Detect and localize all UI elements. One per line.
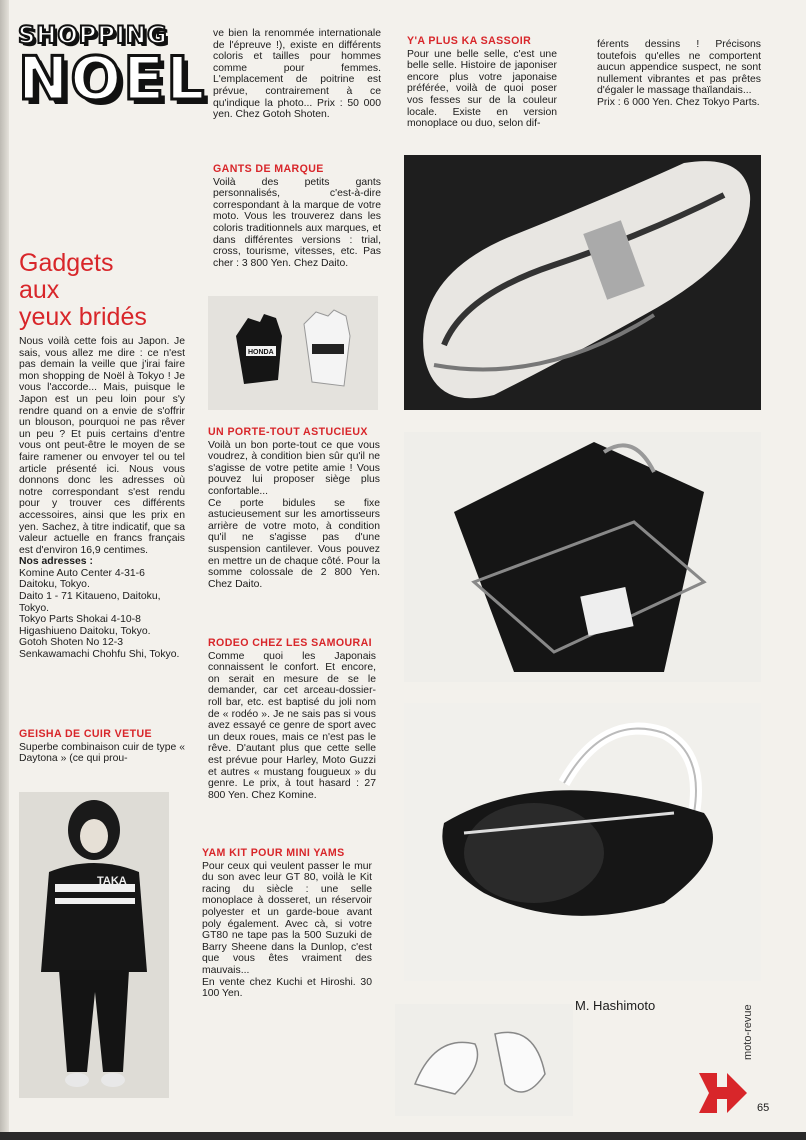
title-line-2: aux: [19, 276, 60, 304]
rodeo-heading: RODEO CHEZ LES SAMOURAI: [208, 637, 372, 649]
rodeo-section: [208, 638, 376, 801]
geisha-continued: [213, 28, 381, 121]
porte-tout-body: Voilà un bon porte-tout ce que vous voudrez, à condition bien sûr qu'il ne s'agisse de votre petite amie ! Vous pouvez lui proposer siège plus confortable...: [208, 439, 380, 497]
saddle-photo: [404, 155, 761, 410]
gants-body: Voilà des petits gants personnalisés, c'est-à-dire correspondant à la marque de votre moto. Vous les trouverez dans les coloris traditionnels aux marques, et dans différentes versions : trial, cross, tourisme, vitesses, etc. Pas cher : 3 800 Yen. Chez Daito.: [213, 176, 381, 269]
address-daito: Daito 1 - 71 Kitaueno, Daitoku, Tokyo.: [19, 591, 161, 614]
gloves-photo: [208, 296, 378, 410]
kit-parts-photo: [395, 1004, 573, 1116]
photo-credit: M. Hashimoto: [575, 998, 656, 1013]
sassoir-body: Pour une belle selle, c'est une belle selle. Histoire de japoniser encore plus votre japonaise préférée, voilà de quoi poser vos fesses sur de la couleur locale. Existe en version monoplace ou duo, selon dif-: [407, 48, 557, 130]
geisha-heading: GEISHA DE CUIR VETUE: [19, 728, 152, 740]
magazine-name: moto-revue: [742, 1004, 754, 1060]
glove-label: HONDA: [248, 349, 274, 356]
article-title: [19, 250, 199, 331]
yam-body: Pour ceux qui veulent passer le mur du son avec leur GT 80, voilà le Kit racing du siècle : une selle monoplace à dosseret, un réservoir polyester et un garde-boue avant poly également. Avec cà, si votre GT80 ne tape pas la 500 Suzuki de Barry Sheene dans la Dunlop, c'est que vous êtes vraiment des mauvais...: [202, 860, 372, 976]
masthead-noel: NOEL: [18, 44, 207, 114]
rodeo-body: Comme quoi les Japonais connaissent le confort. Et encore, on serait en mesure de se le demander, car cet arceau-dossier-roll bar, etc. est baptisé du joli nom de « rodéo ». Je ne sais pas si vous avez essayé ce genre de sport avec un deux roues, mais ce n'est pas le rêve. D'autant plus que cette selle est prévue pour Harley, Moto Guzzi et autres « mustang fougueux » du genre. Le prix, à tout hasard : 27 800 Yen. Chez Komine.: [208, 650, 376, 801]
address-gotoh: Gotoh Shoten No 12-3 Senkawamachi Chohfu Shi, Tokyo.: [19, 637, 180, 661]
gants-heading: GANTS DE MARQUE: [213, 163, 324, 175]
sassoir-heading: Y'A PLUS KA SASSOIR: [407, 35, 532, 47]
gants-section: [213, 164, 381, 269]
addresses-label: Nos adresses :: [19, 556, 93, 568]
page-number: 65: [757, 1102, 770, 1114]
porte-tout-body-2: Ce porte bidules se fixe astucieusement sur les amortisseurs arrière de votre moto, à condition qu'il ne s'agisse pas d'une suspension cantilever. Vous pouvez en mettre un de chaque côté. Pour la somme colossale de 2 800 Yen. Chez Daito.: [208, 497, 380, 590]
geisha-body: Superbe combinaison cuir de type « Daytona » (ce qui prou-: [19, 741, 185, 765]
leather-suit-photo: [19, 792, 169, 1098]
address-tokyo-parts: Tokyo Parts Shokai 4-10-8 Higashiueno Daitoku, Tokyo.: [19, 614, 151, 637]
masthead: [18, 21, 207, 117]
address-komine: Komine Auto Center 4-31-6 Daitoku, Tokyo.: [19, 567, 145, 591]
page-spine: [0, 0, 9, 1140]
moto-revue-logo: [697, 1067, 749, 1119]
sassoir-price: Prix : 6 000 Yen. Chez Tokyo Parts.: [597, 96, 760, 108]
sassoir-continued: [597, 39, 761, 109]
rodeo-seat-photo: [404, 703, 761, 981]
sassoir-section: [407, 36, 557, 130]
geisha-section: [19, 729, 185, 765]
carrier-photo: [404, 432, 761, 682]
geisha-continued-body: ve bien la renommée internationale de l'épreuve !), existe en différents coloris et tailles pour hommes comme pour femmes. L'emplacement de poitrine est prévue, contrairement à ce qu'indique la photo... Prix : 50 000 yen. Chez Gotoh Shoten.: [213, 28, 381, 121]
masthead-shopping: SHOPPING: [18, 21, 168, 49]
porte-tout-section: [208, 427, 380, 590]
title-line-1: Gadgets: [19, 249, 114, 277]
yam-body-2: En vente chez Kuchi et Hiroshi. 30 100 Yen.: [202, 976, 372, 1000]
intro-body: Nous voilà cette fois au Japon. Je sais, vous allez me dire : ce n'est pas demain la veille que j'irai faire mon shopping de Noël à Tokyo ! Je vous l'accorde... Mais, puisque le Japon est un peu loin pour s'y rendre quand on a envie de s'offrir un blouson, pourquoi ne pas rêver un peu ? Et puis certains d'entre vous ont peut-être le moyen de se faire ramener ou envoyer tel ou tel article présenté ici. Nous vous donnons donc les adresses où notre correspondant s'est rendu pour y trouver ces différents accessoires, ainsi que les prix en yen. Sachez, à titre indicatif, que sa valeur actuelle en francs français est d'environ 16,9 centimes.: [19, 336, 185, 556]
intro-column: [19, 336, 185, 661]
yam-heading: YAM KIT POUR MINI YAMS: [202, 847, 345, 859]
jersey-label: TAKA: [97, 875, 127, 887]
porte-tout-heading: UN PORTE-TOUT ASTUCIEUX: [208, 426, 368, 438]
yam-section: [202, 848, 372, 1000]
title-line-3: yeux bridés: [19, 303, 147, 331]
sassoir-continued-body: férents dessins ! Précisons toutefois qu'elles ne comportent aucun appendice suspect, ne sont nullement vibrantes et pas prêtes d'égaler le massage thaïlandais...: [597, 39, 761, 97]
page-bottom-edge: [0, 1132, 806, 1140]
